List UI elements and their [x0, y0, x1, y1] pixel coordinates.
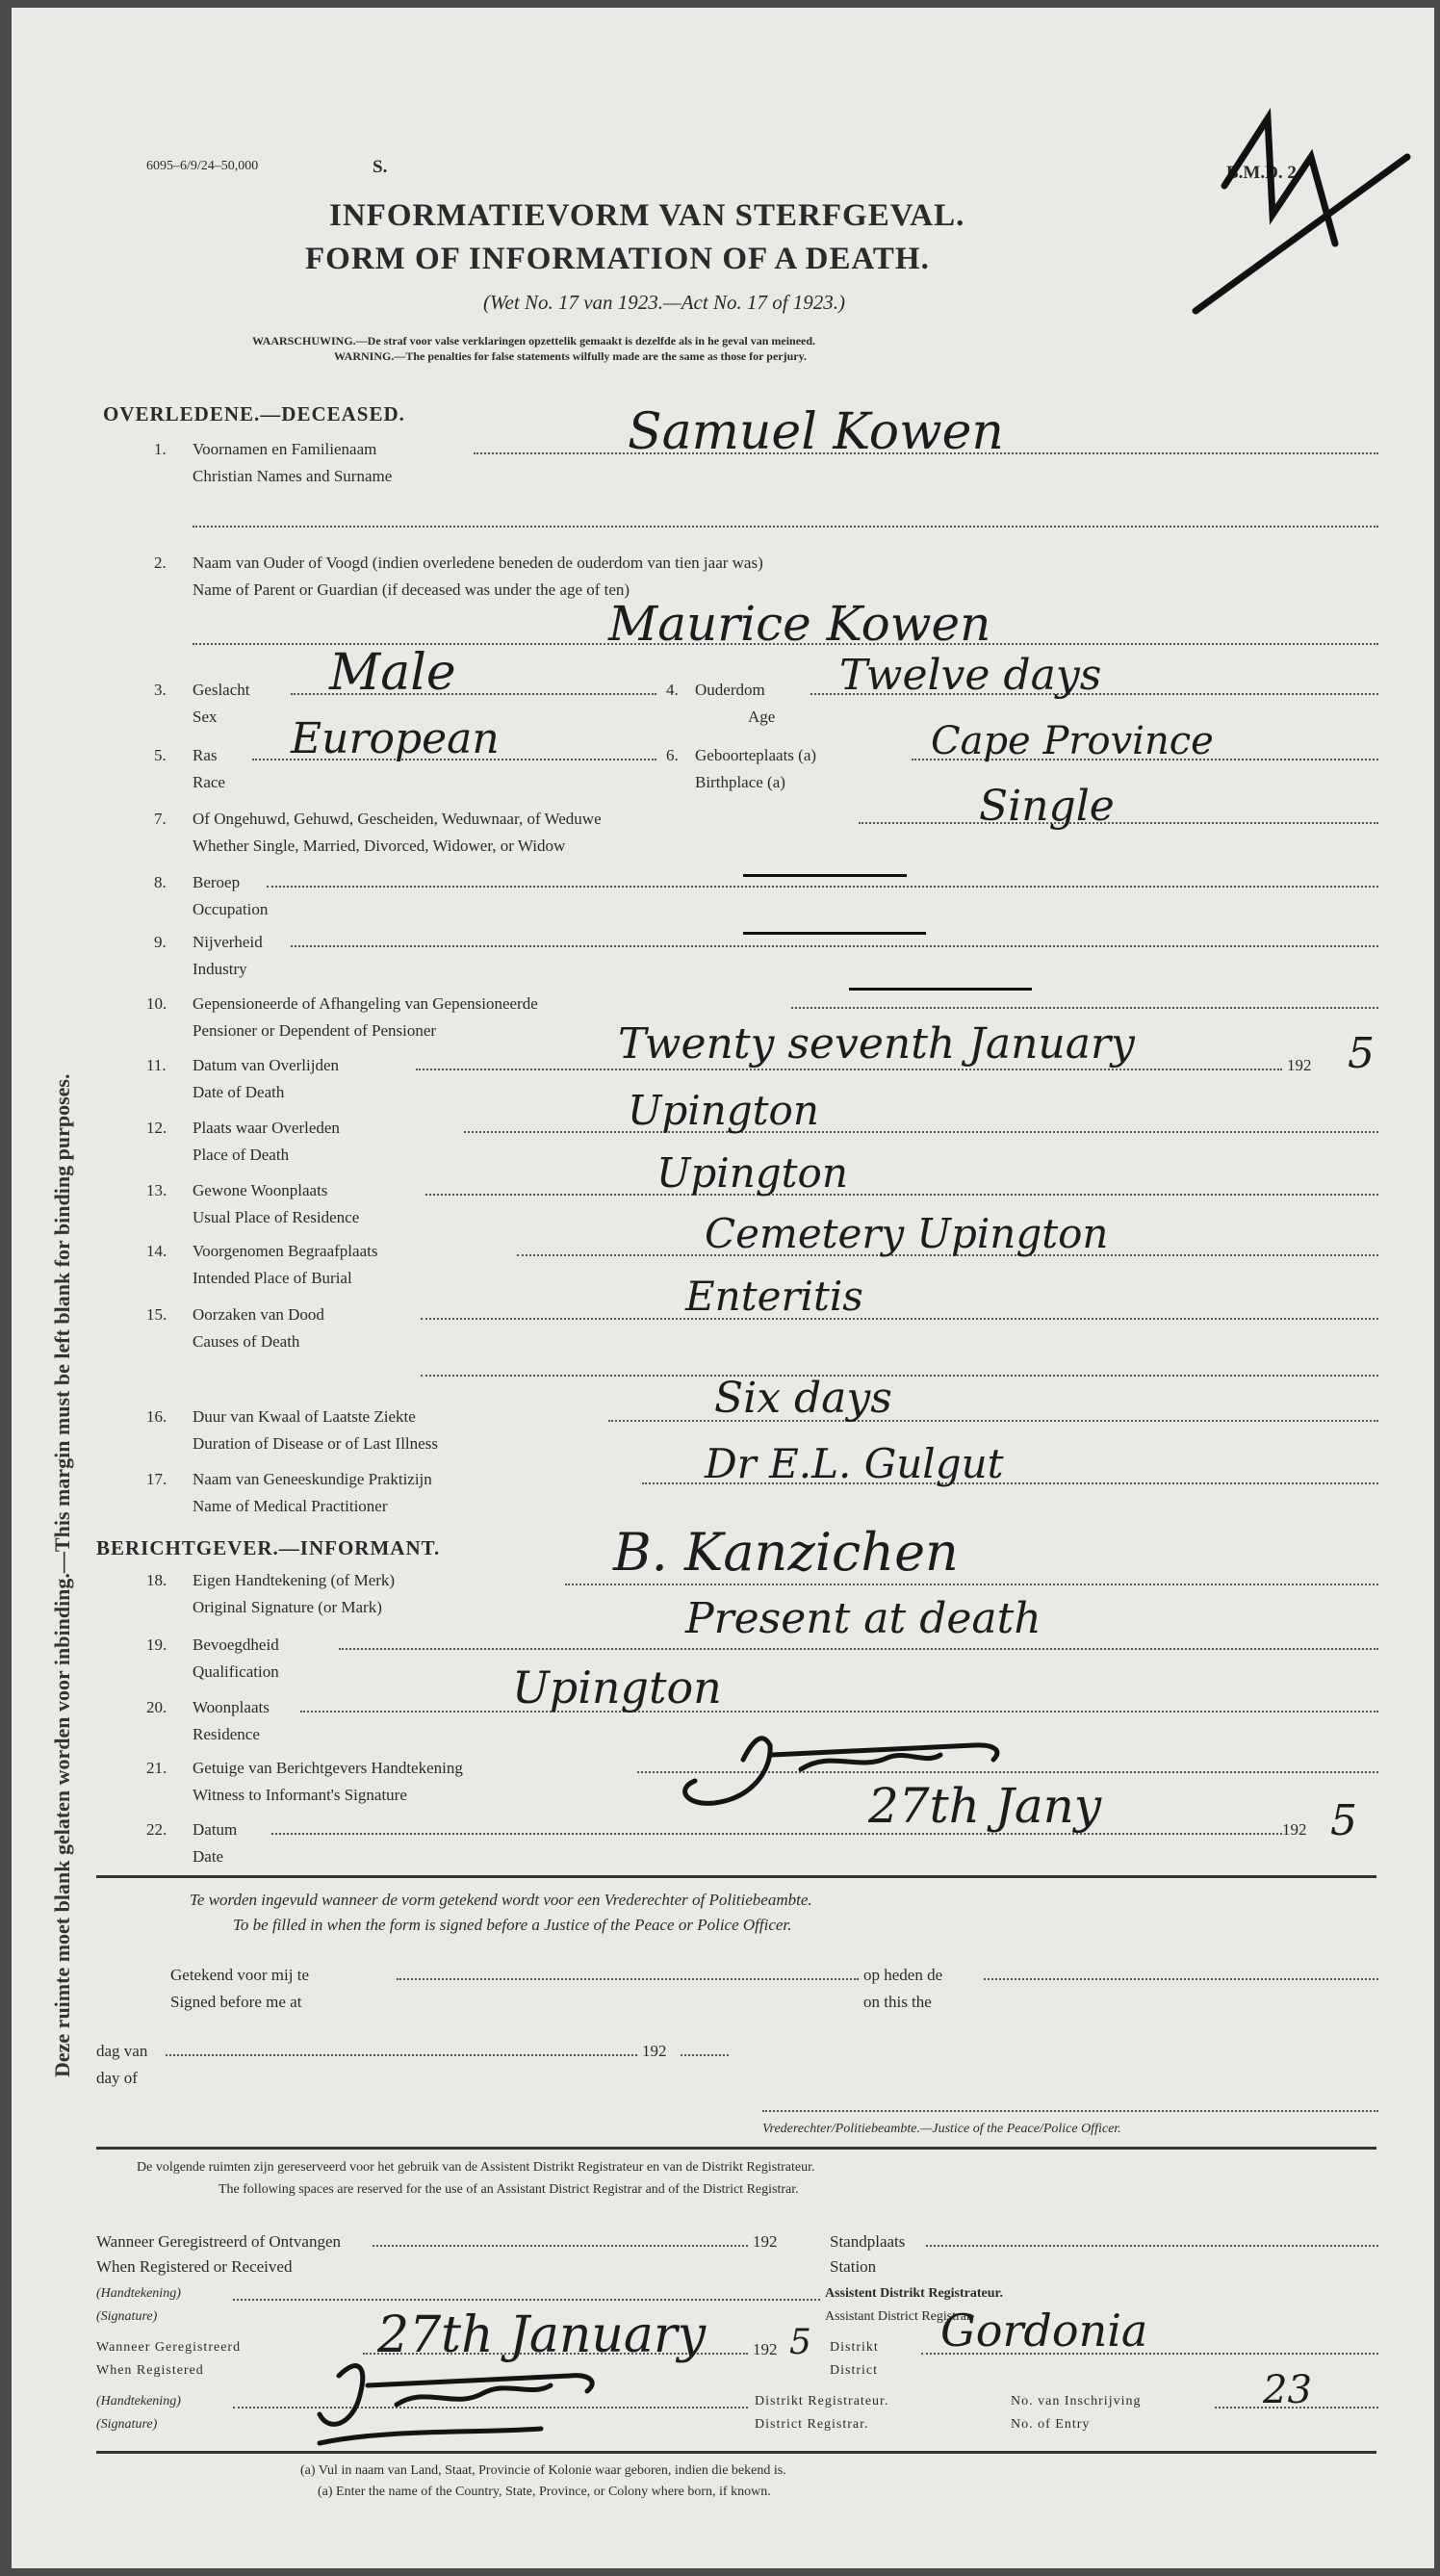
field-number: 15. — [146, 1305, 167, 1324]
binding-margin-note: Deze ruimte moet blank gelaten worden voor inbinding.—This margin must be left blank for binding purposes. — [50, 1073, 74, 2077]
year-prefix: 192 — [753, 2340, 778, 2358]
field-dotted-line — [421, 1375, 1378, 1377]
field-label-nl: Geslacht — [193, 681, 250, 699]
section-divider — [96, 1875, 1376, 1878]
field-label-nl: Naam van Geneeskundige Praktizijn — [193, 1470, 432, 1488]
field-label-nl: Getuige van Berichtgevers Handtekening — [193, 1759, 463, 1777]
field-label-nl: Oorzaken van Dood — [193, 1305, 324, 1324]
field-dotted-line — [791, 1007, 1378, 1009]
handwritten-corner-mark — [1167, 99, 1427, 321]
section-divider — [96, 2451, 1376, 2454]
field-label-en: Pensioner or Dependent of Pensioner — [193, 1021, 437, 1040]
field-number: 16. — [146, 1407, 167, 1426]
field-number: 19. — [146, 1636, 167, 1654]
field-label-nl: Duur van Kwaal of Laatste Ziekte — [193, 1407, 416, 1426]
deceased-name-value: Samuel Kowen — [628, 403, 1004, 461]
year-prefix: 192 — [753, 2232, 778, 2251]
entry-number-label-en: No. of Entry — [1011, 2417, 1091, 2432]
informant-signature-value: B. Kanzichen — [613, 1522, 959, 1583]
birthplace-value: Cape Province — [931, 719, 1214, 763]
signature-label-en: (Signature) — [96, 2309, 158, 2324]
justice-note-nl: Te worden ingevuld wanneer de vorm getekend wordt voor een Vrederechter of Politiebeambte. — [190, 1891, 812, 1909]
field-number: 22. — [146, 1820, 167, 1839]
field-number: 5. — [154, 746, 167, 764]
field-label-nl: Eigen Handtekening (of Merk) — [193, 1571, 396, 1589]
field-label-en: Date — [193, 1847, 224, 1866]
burial-place-value: Cemetery Upington — [705, 1210, 1109, 1257]
justice-note-en: To be filled in when the form is signed before a Justice of the Peace or Police Officer. — [233, 1916, 792, 1934]
officer-title: Vrederechter/Politiebeambte.—Justice of the Peace/Police Officer. — [762, 2122, 1121, 2136]
informant-date-value: 27th Jany — [868, 1778, 1102, 1834]
signature-label-nl: (Handtekening) — [96, 2286, 181, 2301]
year-digit-value: 5 — [789, 2323, 811, 2362]
assistant-registrar-en: Assistant District Registrar. — [825, 2309, 974, 2324]
title-english: FORM OF INFORMATION OF A DEATH. — [305, 242, 930, 276]
deceased-heading: OVERLEDENE.—DECEASED. — [103, 402, 405, 425]
field-label-en: Whether Single, Married, Divorced, Widower, or Widow — [193, 837, 566, 855]
illness-duration-value: Six days — [714, 1374, 892, 1423]
field-number: 3. — [154, 681, 167, 699]
field-label-en: Name of Medical Practitioner — [193, 1497, 388, 1515]
field-number: 7. — [154, 810, 167, 828]
year-digit-value: 5 — [1348, 1029, 1375, 1078]
field-number: 20. — [146, 1698, 167, 1716]
registered-label-nl: Wanneer Geregistreerd — [96, 2340, 242, 2355]
footnote-nl: (a) Vul in naam van Land, Staat, Provincie of Kolonie waar geboren, indien die bekend is. — [300, 2463, 786, 2478]
field-label-en: Name of Parent or Guardian (if deceased was under the age of ten) — [193, 580, 630, 599]
field-label-en: Occupation — [193, 900, 269, 918]
field-number: 10. — [146, 994, 167, 1013]
assistant-registrar-nl: Assistent Distrikt Registrateur. — [825, 2286, 1003, 2301]
field-label-en: Age — [748, 708, 776, 726]
field-label-nl: Datum van Overlijden — [193, 1056, 340, 1074]
act-reference: (Wet No. 17 van 1923.—Act No. 17 of 1923.) — [483, 291, 846, 314]
field-label-nl: Ras — [193, 746, 218, 764]
qualification-value: Present at death — [685, 1594, 1041, 1643]
informant-residence-value: Upington — [512, 1662, 722, 1713]
entry-number-value: 23 — [1263, 2368, 1312, 2412]
field-dotted-line — [421, 1318, 1378, 1320]
registrar-note-en: The following spaces are reserved for the use of an Assistant District Registrar and of the District Registrar. — [219, 2182, 799, 2197]
year-digit-value: 5 — [1330, 1796, 1357, 1845]
field-label-en: Birthplace (a) — [695, 773, 785, 791]
field-label-en: Industry — [193, 960, 247, 978]
date-of-death-value: Twenty seventh January — [618, 1019, 1135, 1069]
district-label-en: District — [830, 2363, 878, 2378]
district-label-nl: Distrikt — [830, 2340, 879, 2355]
usual-residence-value: Upington — [656, 1149, 848, 1197]
field-number: 14. — [146, 1242, 167, 1260]
registrar-signature — [300, 2337, 666, 2453]
year-prefix: 192 — [1287, 1056, 1312, 1074]
day-of-en: day of — [96, 2069, 138, 2087]
blank-dash — [743, 932, 926, 935]
entry-number-label-nl: No. van Inschrijving — [1011, 2394, 1142, 2409]
field-dotted-line — [373, 2245, 748, 2247]
section-divider — [96, 2147, 1376, 2150]
field-label-en: Causes of Death — [193, 1332, 300, 1351]
field-dotted-line — [291, 945, 1378, 947]
field-dotted-line — [464, 1131, 1378, 1133]
district-value: Gordonia — [940, 2305, 1148, 2357]
blank-dash — [849, 988, 1032, 991]
race-value: European — [291, 714, 500, 763]
print-code-suffix: S. — [373, 157, 388, 177]
field-dotted-line — [425, 1194, 1378, 1196]
registrar-note-nl: De volgende ruimten zijn gereserveerd voor het gebruik van de Assistent Distrikt Registrateur en van de Distrikt Registrateur. — [137, 2160, 815, 2175]
field-label-nl: Nijverheid — [193, 933, 263, 951]
year-prefix: 192 — [1282, 1820, 1307, 1839]
field-number: 2. — [154, 554, 167, 572]
field-dotted-line — [233, 2299, 820, 2301]
warning-afrikaans: WAARSCHUWING.—De straf voor valse verklaringen opzettelik gemaakt is dezelfde als in he geval van meineed. — [252, 334, 816, 348]
field-label-nl: Gepensioneerde of Afhangeling van Gepensioneerde — [193, 994, 538, 1013]
field-label-nl: Geboorteplaats (a) — [695, 746, 817, 764]
field-number: 11. — [146, 1056, 167, 1074]
station-label-nl: Standplaats — [830, 2232, 906, 2251]
field-number: 17. — [146, 1470, 167, 1488]
field-label-nl: Naam van Ouder of Voogd (indien overledene beneden de ouderdom van tien jaar was) — [193, 554, 763, 572]
print-code: 6095–6/9/24–50,000 — [146, 159, 259, 173]
field-number: 13. — [146, 1181, 167, 1199]
field-dotted-line — [926, 2245, 1378, 2247]
age-value: Twelve days — [839, 651, 1102, 700]
officer-signature-line — [762, 2110, 1378, 2112]
field-number: 6. — [666, 746, 679, 764]
field-dotted-line — [271, 1833, 1282, 1835]
field-dotted-line — [681, 2054, 729, 2056]
field-label-en: Duration of Disease or of Last Illness — [193, 1434, 438, 1453]
signature-label-en: (Signature) — [96, 2417, 158, 2432]
field-number: 8. — [154, 873, 167, 891]
field-dotted-line — [166, 2054, 637, 2056]
field-number: 4. — [666, 681, 679, 699]
field-dotted-line — [193, 526, 1378, 528]
on-this-en: on this the — [863, 1993, 932, 2011]
field-label-nl: Voorgenomen Begraafplaats — [193, 1242, 378, 1260]
title-afrikaans: INFORMATIEVORM VAN STERFGEVAL. — [329, 198, 965, 233]
field-label-en: Usual Place of Residence — [193, 1208, 360, 1226]
field-dotted-line — [416, 1069, 1282, 1070]
field-label-nl: Bevoegdheid — [193, 1636, 279, 1654]
parent-name-value: Maurice Kowen — [608, 596, 991, 652]
field-number: 21. — [146, 1759, 167, 1777]
field-label-en: Residence — [193, 1725, 260, 1743]
form-paper — [12, 8, 1434, 2568]
field-dotted-line — [984, 1978, 1378, 1980]
received-label-en: When Registered or Received — [96, 2257, 293, 2276]
footnote-en: (a) Enter the name of the Country, State, Province, or Colony where born, if known. — [318, 2485, 771, 2499]
informant-heading: BERICHTGEVER.—INFORMANT. — [96, 1536, 441, 1559]
field-label-nl: Gewone Woonplaats — [193, 1181, 328, 1199]
blank-dash — [743, 874, 907, 877]
field-label-nl: Ouderdom — [695, 681, 765, 699]
cause-of-death-value: Enteritis — [685, 1273, 863, 1320]
field-number: 9. — [154, 933, 167, 951]
field-number: 1. — [154, 440, 167, 458]
field-label-nl: Datum — [193, 1820, 238, 1839]
registered-label-en: When Registered — [96, 2363, 204, 2378]
district-registrar-en: District Registrar. — [755, 2417, 869, 2432]
signed-before-nl: Getekend voor mij te — [170, 1966, 309, 1984]
field-label-en: Original Signature (or Mark) — [193, 1598, 382, 1616]
field-label-nl: Woonplaats — [193, 1698, 270, 1716]
field-label-nl: Voornamen en Familienaam — [193, 440, 377, 458]
field-label-en: Sex — [193, 708, 218, 726]
field-label-nl: Of Ongehuwd, Gehuwd, Gescheiden, Weduwnaar, of Weduwe — [193, 810, 602, 828]
field-dotted-line — [397, 1978, 859, 1980]
warning-english: WARNING.—The penalties for false statements wilfully made are the same as those for perjury. — [334, 349, 807, 363]
medical-practitioner-value: Dr E.L. Gulgut — [705, 1440, 1004, 1487]
field-label-nl: Beroep — [193, 873, 241, 891]
field-label-en: Date of Death — [193, 1083, 285, 1101]
field-dotted-line — [859, 822, 1378, 824]
field-number: 18. — [146, 1571, 167, 1589]
sex-value: Male — [329, 644, 456, 702]
field-label-en: Witness to Informant's Signature — [193, 1786, 407, 1804]
field-label-en: Intended Place of Burial — [193, 1269, 352, 1287]
year-prefix: 192 — [642, 2042, 667, 2060]
field-dotted-line — [565, 1584, 1378, 1585]
received-label-nl: Wanneer Geregistreerd of Ontvangen — [96, 2232, 341, 2251]
signed-before-en: Signed before me at — [170, 1993, 302, 2011]
field-label-en: Qualification — [193, 1662, 279, 1681]
field-dotted-line — [267, 886, 1378, 888]
day-of-nl: dag van — [96, 2042, 148, 2060]
form-code: B.M.D. 2. — [1226, 163, 1301, 183]
field-label-nl: Plaats waar Overleden — [193, 1119, 340, 1137]
station-label-en: Station — [830, 2257, 877, 2276]
on-this-nl: op heden de — [863, 1966, 943, 1984]
field-label-en: Place of Death — [193, 1146, 290, 1164]
field-number: 12. — [146, 1119, 167, 1137]
field-label-en: Race — [193, 773, 225, 791]
place-of-death-value: Upington — [628, 1087, 819, 1134]
field-dotted-line — [339, 1648, 1378, 1650]
registration-date-value: 27th January — [377, 2306, 707, 2364]
marital-status-value: Single — [979, 782, 1115, 831]
district-registrar-nl: Distrikt Registrateur. — [755, 2394, 889, 2409]
field-label-en: Christian Names and Surname — [193, 467, 393, 485]
signature-label-nl: (Handtekening) — [96, 2394, 181, 2409]
